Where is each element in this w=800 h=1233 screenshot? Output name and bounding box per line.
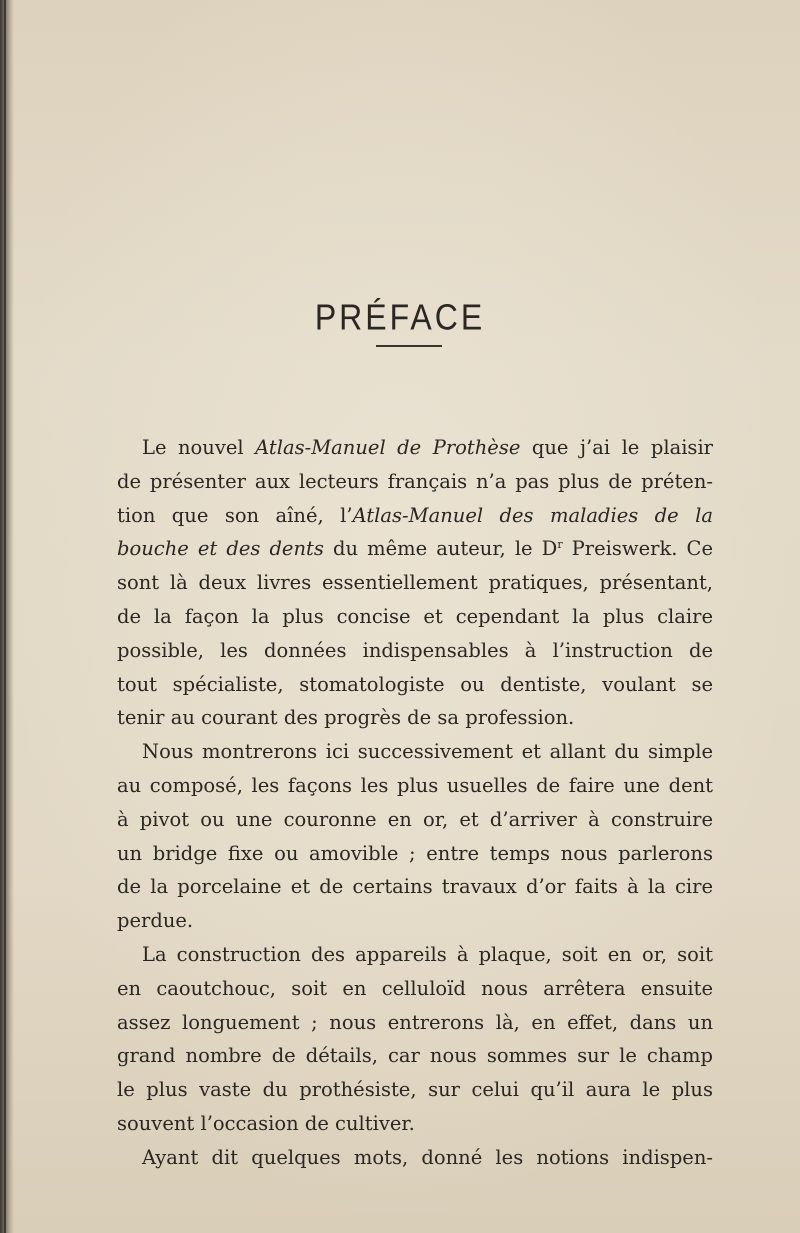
italic-segment: Atlas-Manuel de Prothèse: [255, 436, 521, 459]
text-line: [117, 668, 713, 702]
text-segment: Le nouvel: [142, 436, 256, 459]
text-segment: sont là deux livres essentiellement pratiques, présentant,: [117, 571, 713, 595]
text-segment: tout spécialiste, stomatologiste ou dentiste, voulant se: [117, 672, 713, 696]
text-segment: Ayant dit quelques mots, donné les notions indispen-: [142, 1145, 713, 1169]
text-segment: possible, les données indispensables à l’instruction de: [117, 638, 713, 662]
text-line: [117, 972, 713, 1006]
text-segment: en caoutchouc, soit en celluloïd nous arrêtera ensuite: [117, 976, 713, 1000]
text-segment: au composé, les façons les plus usuelles de faire une dent: [117, 773, 713, 797]
text-segment: à pivot ou une couronne en or, et d’arriver à construire: [117, 807, 713, 831]
text-segment: un bridge fixe ou amovible ; entre temps nous parlerons: [117, 841, 713, 865]
text-line: [117, 634, 713, 668]
binding-edge: [4, 0, 6, 1233]
text-line: [117, 600, 713, 634]
body-text: [117, 431, 713, 1175]
text-line: [117, 566, 713, 600]
text-segment: de la porcelaine et de certains travaux d’or faits à la cire: [117, 875, 713, 899]
text-line: [117, 1039, 713, 1073]
text-segment: Preiswerk. Ce: [562, 537, 713, 561]
superscript: r: [557, 538, 563, 552]
page-title: PRÉFACE: [314, 297, 486, 338]
text-line: [117, 803, 713, 837]
text-line: [117, 837, 713, 871]
text-line: [117, 701, 713, 735]
text-segment: assez longuement ; nous entrerons là, en effet, dans un: [117, 1010, 713, 1034]
text-line: [117, 465, 713, 499]
text-line: [117, 1006, 713, 1040]
italic-segment: bouche et des dents: [117, 537, 324, 561]
text-segment: le plus vaste du prothésiste, sur celui qu’il aura le plus: [117, 1078, 713, 1102]
page-gutter-shadow: [0, 0, 14, 1233]
text-line: [117, 1141, 713, 1175]
text-line: [117, 870, 713, 904]
text-line: [117, 735, 713, 769]
text-line: [117, 1107, 713, 1141]
text-line: [117, 431, 713, 465]
text-segment: souvent l’occasion de cultiver.: [117, 1111, 415, 1135]
text-segment: de présenter aux lecteurs français n’a pas plus de préten-: [117, 469, 713, 493]
text-line: [117, 532, 713, 566]
text-segment: grand nombre de détails, car nous sommes sur le champ: [117, 1044, 713, 1068]
text-segment: tenir au courant des progrès de sa profession.: [117, 706, 575, 730]
text-segment: tion que son aîné, l’: [117, 503, 353, 527]
text-segment: que j’ai le plaisir: [520, 436, 713, 459]
italic-segment: Atlas-Manuel des maladies de la: [352, 503, 713, 527]
text-segment: du même auteur, le D: [323, 537, 558, 561]
text-segment: Nous montrerons ici successivement et allant du simple: [142, 740, 713, 764]
text-segment: La construction des appareils à plaque, soit en or, soit: [142, 942, 713, 966]
text-line: [117, 769, 713, 803]
text-line: [117, 1073, 713, 1107]
text-line: [117, 938, 713, 972]
text-line: [117, 904, 713, 938]
text-line: [117, 499, 713, 533]
title-rule: [376, 345, 442, 347]
text-segment: perdue.: [117, 909, 194, 933]
text-segment: de la façon la plus concise et cependant la plus claire: [117, 604, 713, 628]
